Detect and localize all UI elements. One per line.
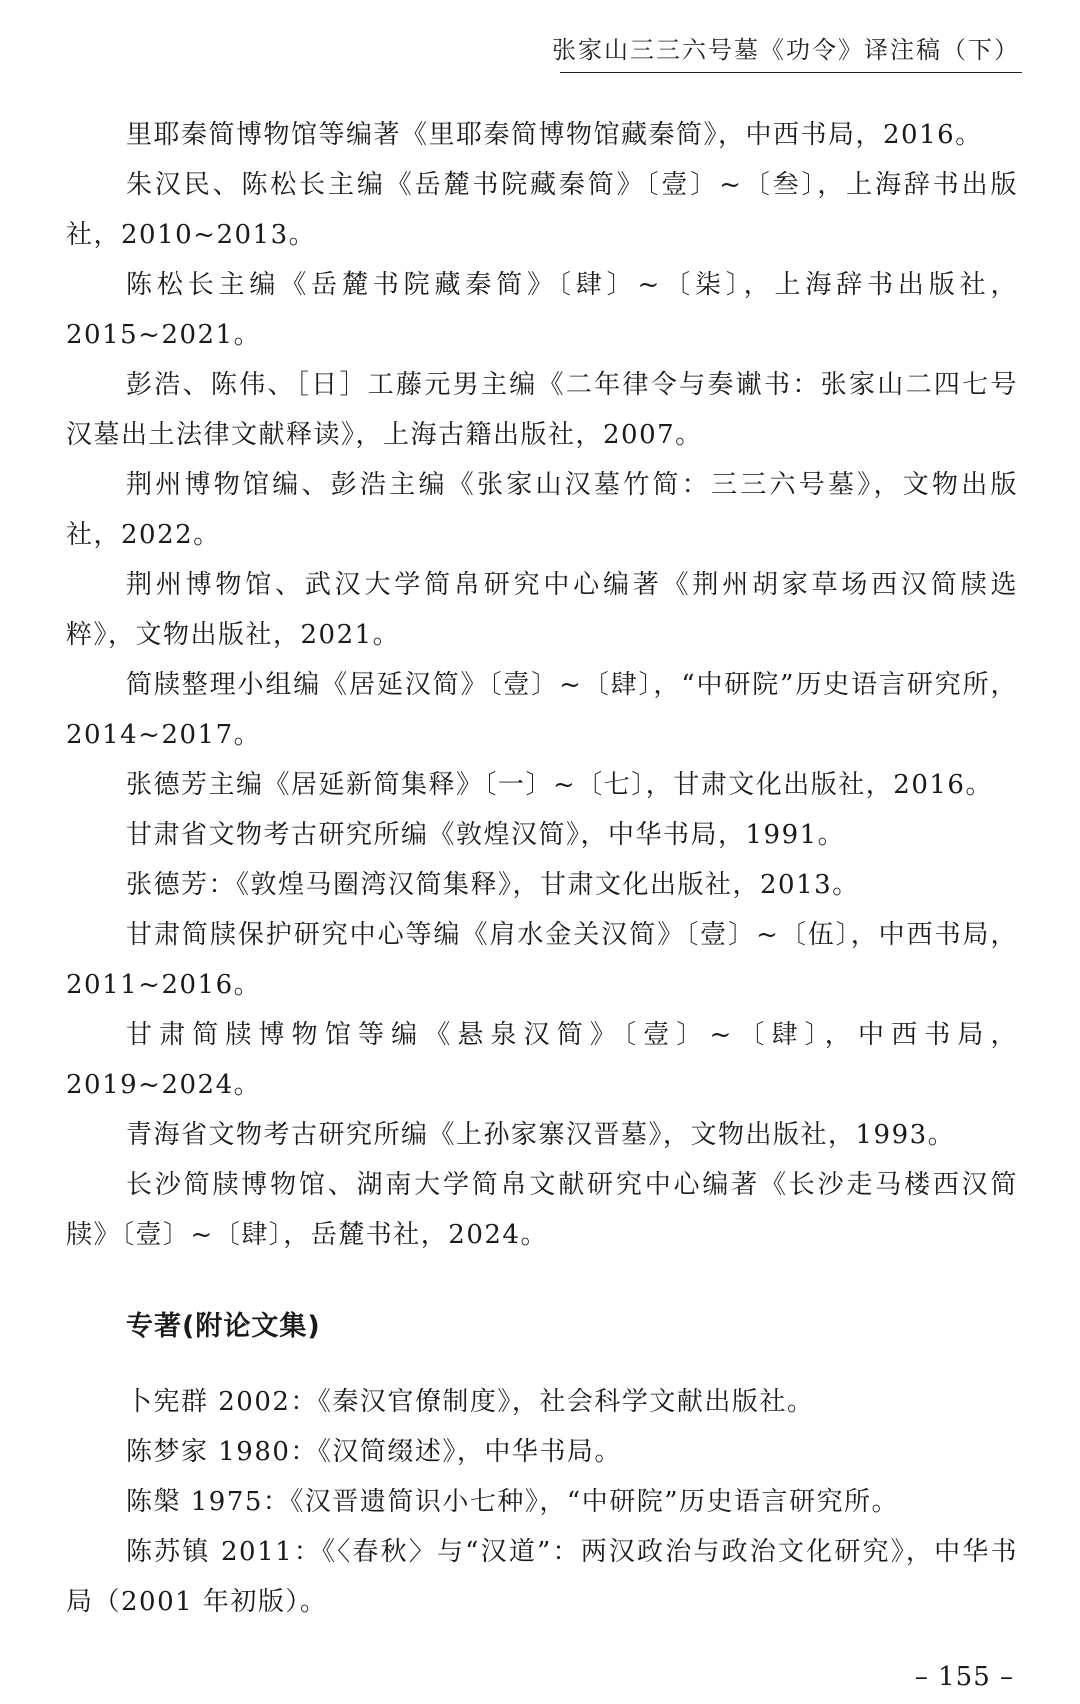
- reference-entry: 甘肃简牍保护研究中心等编《肩水金关汉简》〔壹〕~〔伍〕，中西书局，2011~2016。: [66, 920, 1018, 1000]
- reference-entry: 甘肃省文物考古研究所编《敦煌汉简》，中华书局，1991。: [126, 820, 846, 850]
- reference-entry: 长沙简牍博物馆、湖南大学简帛文献研究中心编著《长沙走马楼西汉简牍》〔壹〕~〔肆〕，岳麓书社，2024。: [66, 1170, 1018, 1250]
- page-number: – 155 –: [914, 1662, 1014, 1692]
- running-header-title: 张家山三三六号墓《功令》译注稿（下）: [552, 36, 1020, 64]
- reference-entry: 简牍整理小组编《居延汉简》〔壹〕~〔肆〕，“中研院”历史语言研究所，2014~2017。: [66, 670, 1018, 750]
- reference-entry: 彭浩、陈伟、［日］工藤元男主编《二年律令与奏谳书：张家山二四七号汉墓出土法律文献释读》，上海古籍出版社，2007。: [66, 370, 1018, 450]
- reference-entry: 荆州博物馆编、彭浩主编《张家山汉墓竹简：三三六号墓》，文物出版社，2022。: [66, 470, 1018, 550]
- monograph-entry: 陈苏镇 2011：《〈春秋〉与“汉道”：两汉政治与政治文化研究》，中华书局（2001 年初版）。: [66, 1537, 1018, 1617]
- reference-entry: 里耶秦简博物馆等编著《里耶秦简博物馆藏秦简》，中西书局，2016。: [126, 120, 983, 150]
- reference-entry: 陈松长主编《岳麓书院藏秦简》〔肆〕~〔柒〕，上海辞书出版社，2015~2021。: [66, 270, 1018, 350]
- reference-entry: 张德芳主编《居延新简集释》〔一〕~〔七〕，甘肃文化出版社，2016。: [126, 770, 993, 800]
- reference-entry: 朱汉民、陈松长主编《岳麓书院藏秦简》〔壹〕~〔叁〕，上海辞书出版社，2010~2013。: [66, 170, 1018, 250]
- reference-entry: 荆州博物馆、武汉大学简帛研究中心编著《荆州胡家草场西汉简牍选粹》，文物出版社，2021。: [66, 570, 1018, 650]
- monograph-entry: 陈槃 1975：《汉晋遗简识小七种》，“中研院”历史语言研究所。: [126, 1487, 900, 1517]
- page-content: [66, 110, 1018, 1627]
- reference-entry: 张德芳：《敦煌马圈湾汉简集释》，甘肃文化出版社，2013。: [126, 870, 860, 900]
- monograph-entry: 卜宪群 2002：《秦汉官僚制度》，社会科学文献出版社。: [126, 1387, 815, 1417]
- header-rule: [560, 72, 1022, 73]
- reference-entry: 青海省文物考古研究所编《上孙家寨汉晋墓》，文物出版社，1993。: [126, 1120, 956, 1150]
- monograph-entry: 陈梦家 1980：《汉简缀述》，中华书局。: [126, 1437, 622, 1467]
- monograph-list: [66, 1377, 1018, 1627]
- section-heading: 专著(附论文集): [126, 1311, 321, 1342]
- reference-entry: 甘肃简牍博物馆等编《悬泉汉简》〔壹〕~〔肆〕，中西书局，2019~2024。: [66, 1020, 1018, 1100]
- reference-list: [66, 110, 1018, 1260]
